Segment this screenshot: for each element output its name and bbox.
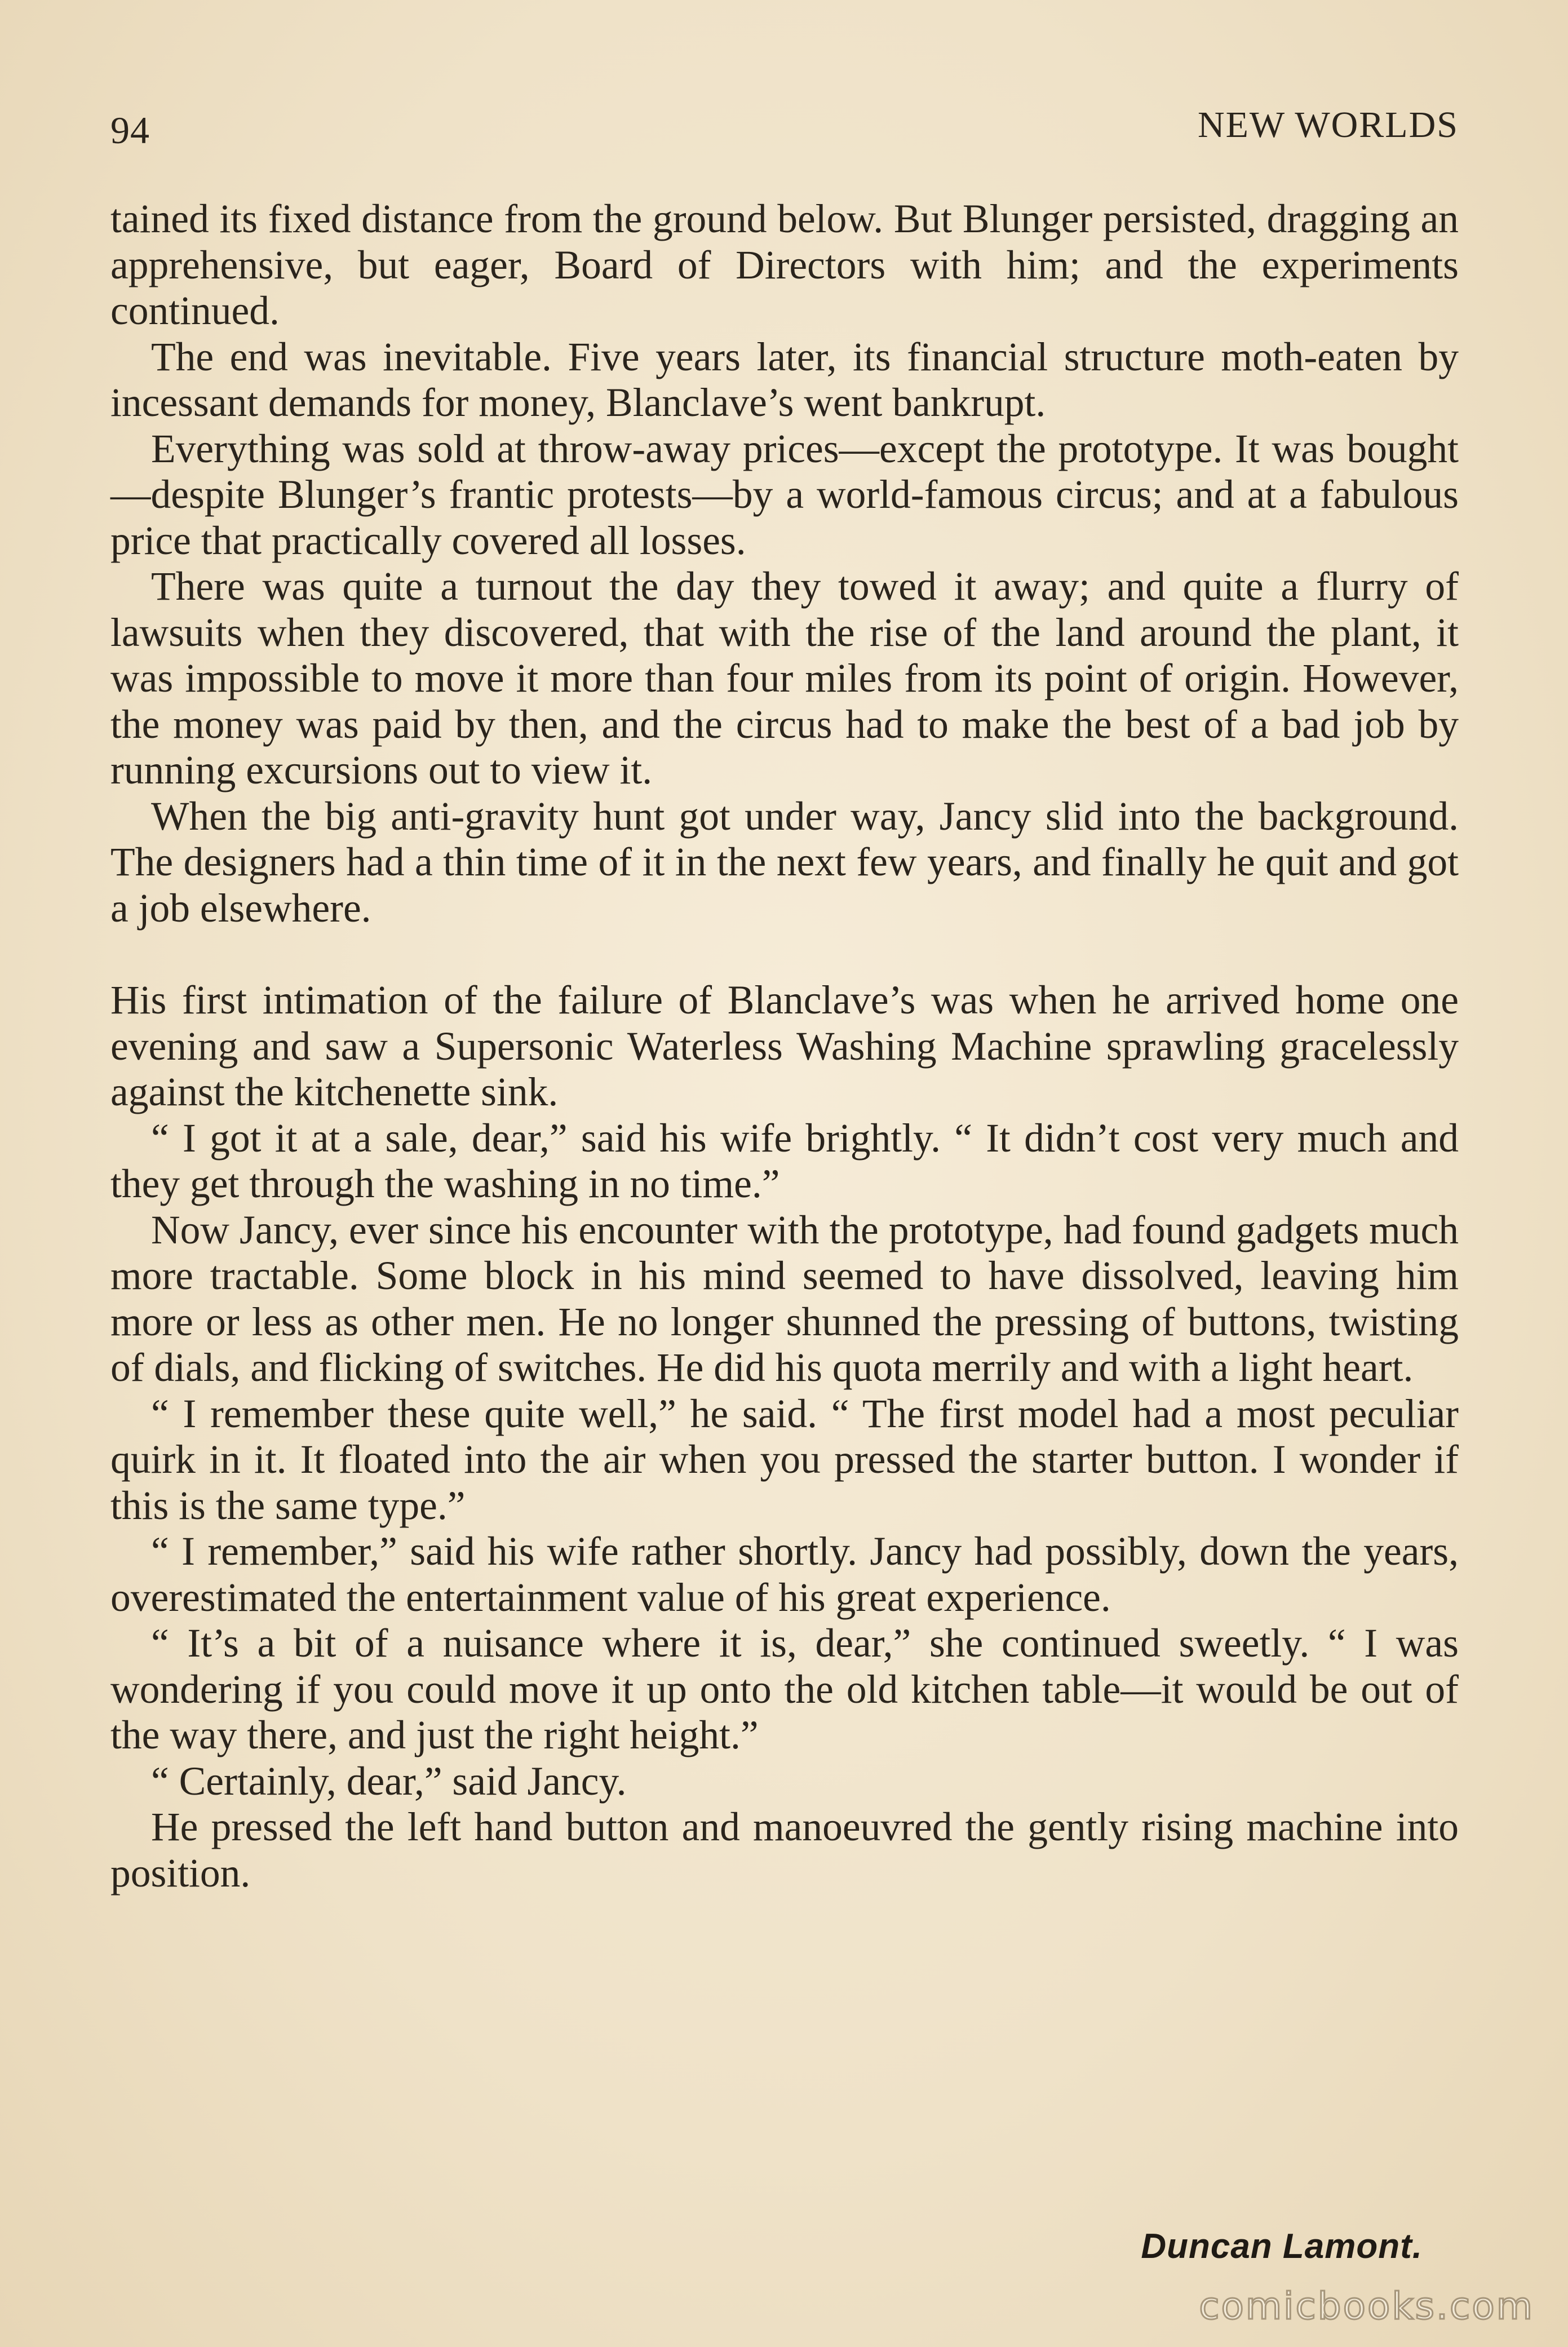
paragraph: “ It’s a bit of a nuisance where it is, dear,” she continued sweetly. “ I was wondering if you could move it up onto the old kitchen table—it would be out of the way there, and just the right height.” [110, 1621, 1459, 1757]
paragraph: Everything was sold at throw-away prices—except the prototype. It was bought—despite Blunger’s frantic protests—by a world-famous circus; and at a fabulous price that practically covered all losses. [110, 426, 1459, 563]
author-byline: Duncan Lamont. [1141, 2227, 1423, 2266]
paragraph: His first intimation of the failure of Blanclave’s was when he arrived home one evening and saw a Supersonic Waterless Washing Machine sprawling gracelessly against the kitchenette sink. [110, 978, 1459, 1114]
paragraph: tained its fixed distance from the ground below. But Blunger persisted, dragging an apprehensive, but eager, Board of Directors with him; and the experiments continued. [110, 197, 1459, 333]
page-number: 94 [110, 109, 150, 152]
paragraph: “ I remember these quite well,” he said. “ The first model had a most peculiar quirk in it. It floated into the air when you pressed the starter button. I wonder if this is the same type.” [110, 1391, 1459, 1528]
section-break [110, 931, 1459, 977]
paragraph: There was quite a turnout the day they towed it away; and quite a flurry of lawsuits when they discovered, that with the rise of the land around the plant, it was impossible to move it more than four miles from its point of origin. However, the money was paid by then, and the circus had to make the best of a bad job by running excursions out to view it. [110, 564, 1459, 792]
watermark: comicbooks.com [1199, 2284, 1534, 2328]
paragraph: He pressed the left hand button and manoeuvred the gently rising machine into position. [110, 1805, 1459, 1896]
paragraph: The end was inevitable. Five years later, its financial structure moth-eaten by incessant demands for money, Blanclave’s went bankrupt. [110, 334, 1459, 425]
paragraph: “ I remember,” said his wife rather shortly. Jancy had possibly, down the years, overestimated the entertainment value of his great experience. [110, 1529, 1459, 1620]
page-header [110, 96, 1459, 158]
paragraph: When the big anti-gravity hunt got under way, Jancy slid into the background. The designers had a thin time of it in the next few years, and finally he quit and got a job elsewhere. [110, 794, 1459, 931]
paragraph: Now Jancy, ever since his encounter with the prototype, had found gadgets much more tractable. Some block in his mind seemed to have dissolved, leaving him more or less as other men. He no longer shunned the pressing of buttons, twisting of dials, and flicking of switches. He did his quota merrily and with a light heart. [110, 1207, 1459, 1390]
story-text [110, 196, 1459, 1896]
paragraph: “ I got it at a sale, dear,” said his wife brightly. “ It didn’t cost very much and they get through the washing in no time.” [110, 1115, 1459, 1206]
magazine-page [110, 96, 1459, 2266]
paragraph: “ Certainly, dear,” said Jancy. [151, 1759, 627, 1804]
running-head: NEW WORLDS [1197, 104, 1459, 145]
